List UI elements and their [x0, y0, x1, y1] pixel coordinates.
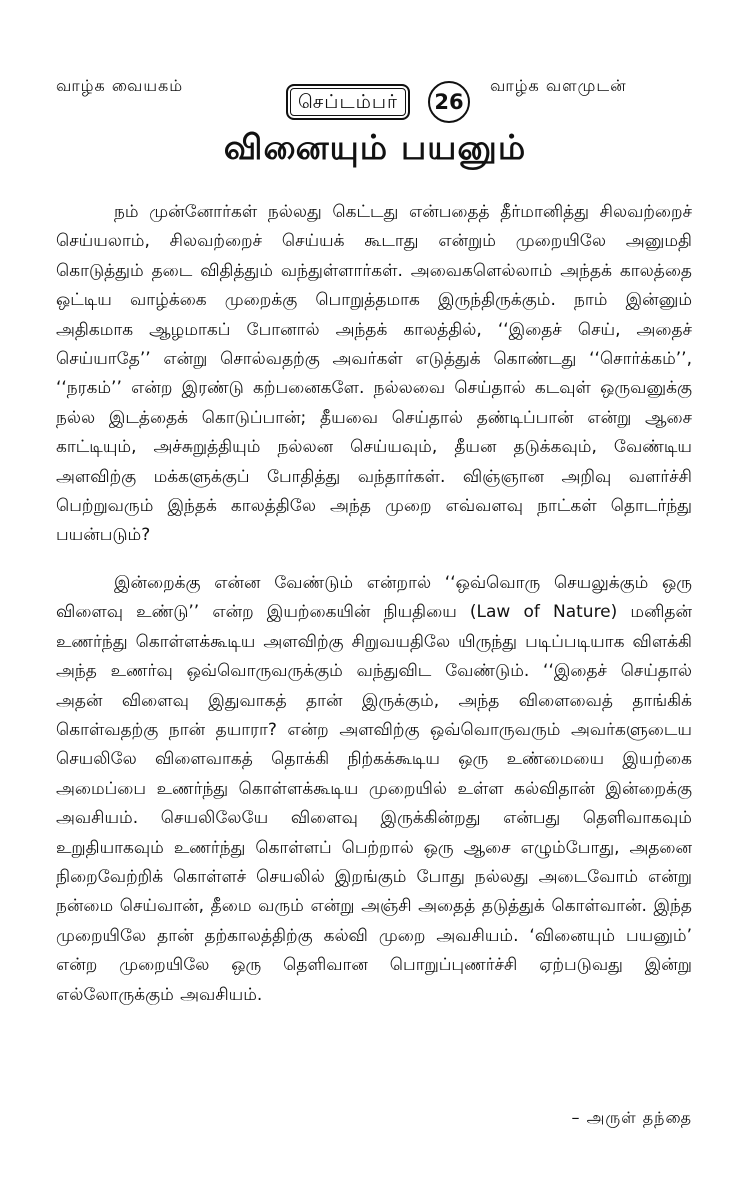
paragraph-1: நம் முன்னோர்கள் நல்லது கெட்டது என்பதைத் தீர்மானித்து சிலவற்றைச் செய்யலாம், சிலவற்றைச் செய்யக் கூடாது என்றும் முறையிலே அனுமதி கொடுத்தும் தடை விதித்தும் வந்துள்ளார்கள். அவைகளெல்லாம் அந்தக் காலத்தை ஒட்டிய வாழ்க்கை முறைக்கு பொறுத்தமாக இருந்திருக்கும். நாம் இன்னும் அதிகமாக ஆழமாகப் போனால் அந்தக் காலத்தில், ‘‘இதைச் செய், அதைச் செய்யாதே’’ என்று சொல்வதற்கு அவர்கள் எடுத்துக் கொண்டது ‘‘சொர்க்கம்’’, ‘‘நரகம்’’ என்ற இரண்டு கற்பனைகளே. நல்லவை செய்தால் கடவுள் ஒருவனுக்கு நல்ல இடத்தைக் கொடுப்பான்; தீயவை செய்தால் தண்டிப்பான் என்று ஆசை காட்டியும், அச்சுறுத்தியும் நல்லன செய்யவும், தீயன தடுக்கவும், வேண்டிய அளவிற்கு மக்களுக்குப் போதித்து வந்தார்கள். விஞ்ஞான அறிவு வளர்ச்சி பெற்றுவரும் இந்தக் காலத்திலே அந்த முறை எவ்வளவு நாட்கள் தொடர்ந்து பயன்படும்?: [56, 202, 692, 546]
author-signature: – அருள் தந்தை: [571, 1108, 692, 1127]
paragraph-2: இன்றைக்கு என்ன வேண்டும் என்றால் ‘‘ஒவ்வொரு செயலுக்கும் ஒரு விளைவு உண்டு’’ என்ற இயற்கையின் நியதியை (Law of Nature) மனிதன் உணர்ந்து கொள்ளக்கூடிய அளவிற்கு சிறுவயதிலே யிருந்து படிப்படியாக விளக்கி அந்த உணர்வு ஒவ்வொருவருக்கும் வந்துவிட வேண்டும். ‘‘இதைச் செய்தால் அதன் விளைவு இதுவாகத் தான் இருக்கும், அந்த விளைவைத் தாங்கிக் கொள்வதற்கு நான் தயாரா? என்ற அளவிற்கு ஒவ்வொருவரும் அவர்களுடைய செயலிலே விளைவாகத் தொக்கி நிற்கக்கூடிய ஒரு உண்மையை இயற்கை அமைப்பை உணர்ந்து கொள்ளக்கூடிய முறையில் உள்ள கல்விதான் இன்றைக்கு அவசியம். செயலிலேயே விளைவு இருக்கின்றது என்பது தெளிவாகவும் உறுதியாகவும் உணர்ந்து கொள்ளப் பெற்றால் ஒரு ஆசை எழும்போது, அதனை நிறைவேற்றிக் கொள்ளச் செயலில் இறங்கும் போது நல்லது அடைவோம் என்று நன்மை செய்வான், தீமை வரும் என்று அஞ்சி அதைத் தடுத்துக் கொள்வான். இந்த முறையிலே தான் தற்காலத்திற்கு கல்வி முறை அவசியம். ‘வினையும் பயனும்’ என்ற முறையிலே ஒரு தெளிவான பொறுப்புணர்ச்சி ஏற்படுவது இன்று எல்லோருக்கும் அவசியம்.: [56, 572, 692, 1005]
article-body: [56, 198, 692, 1010]
page-title: வினையும் பயனும்: [223, 128, 527, 168]
page-header: [0, 72, 750, 122]
day-number: 26: [428, 81, 470, 123]
right-motto: வாழ்க வளமுடன்: [490, 76, 627, 95]
month-label: செப்டம்பர்: [286, 84, 410, 120]
left-motto: வாழ்க வையகம்: [56, 76, 184, 95]
